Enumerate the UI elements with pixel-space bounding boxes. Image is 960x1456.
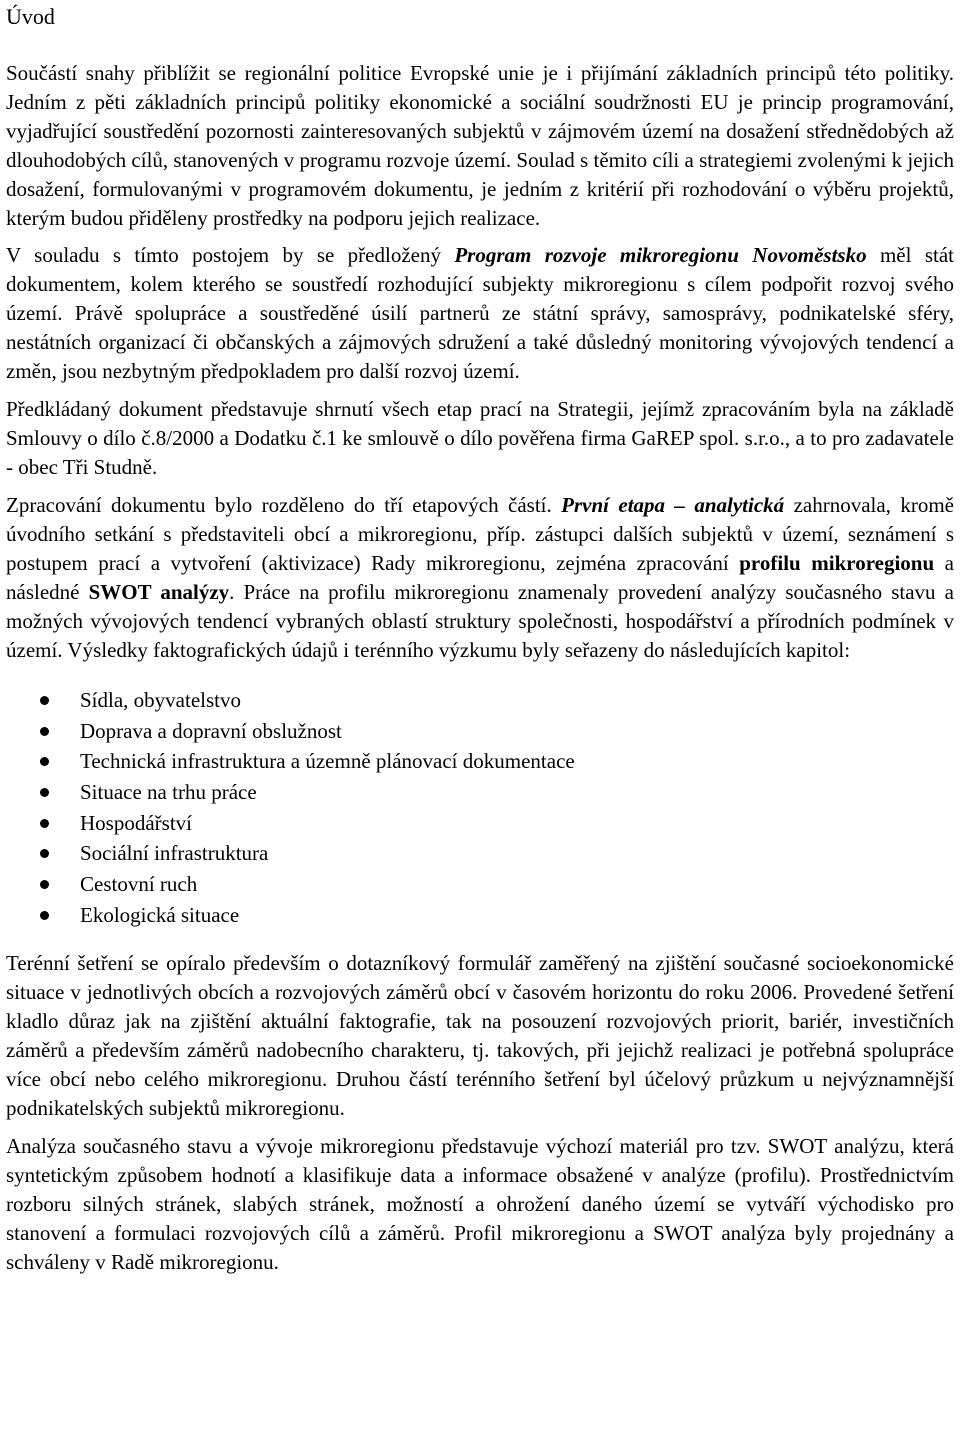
list-item-label: Ekologická situace: [80, 902, 240, 927]
bullet-icon: [40, 788, 49, 797]
stages-text-c: zahrnovala, kromě úvodního setkání s představiteli obcí a mikroregionu, příp. zástupci dalších subjektů v území, seznámení s postupem prací a vytvoření (aktivizace) Rady mikroregionu, zejména zpracování: [6, 493, 954, 575]
list-item-label: Doprava a dopravní obslužnost: [80, 718, 342, 743]
list-item-label: Technická infrastruktura a územně plánovací dokumentace: [80, 749, 575, 774]
bullet-icon: [40, 727, 49, 736]
bullet-icon: [40, 696, 49, 705]
swot-paragraph: Analýza současného stavu a vývoje mikroregionu představuje výchozí materiál pro tzv. SWOT analýzu, která syntetickým způsobem hodnotí a klasifikuje data a informace obsažené v analýze (profilu). Prostřednictvím rozboru silných stránek, slabých stránek, možností a ohrožení daného území se vytváří východisko pro stanovení a formulaci rozvojových cílů a záměrů. Profil mikroregionu a SWOT analýza byly projednány a schváleny v Radě mikroregionu.: [6, 1133, 954, 1274]
list-item: [6, 746, 954, 777]
swot-term: SWOT analýzy: [88, 580, 230, 604]
chapter-list: [6, 685, 954, 931]
intro-paragraph: Součástí snahy přiblížit se regionální politice Evropské unie je i přijímání základních principů této politiky. Jedním z pěti základních principů politiky ekonomické a sociální soudržnosti EU je princip programování, vyjadřující soustředění pozornosti zainteresovaných subjektů v zájmovém území na dosažení střednědobých až dlouhodobých cílů, stanovených v programu rozvoje území. Soulad s těmito cíli a strategiemi zvolenými k jejich dosažení, formulovanými v programovém dokumentu, je jedním z kritérií při rozhodování o výběru projektů, kterým budou přiděleny prostředky na podporu jejich realizace.: [6, 61, 954, 230]
summary-paragraph: Předkládaný dokument představuje shrnutí všech etap prací na Strategii, jejímž zpracováním byla na základě Smlouvy o dílo č.8/2000 a Dodatku č.1 ke smlouvě o dílo pověřena firma GaREP spol. s.r.o., a to pro zadavatele - obec Tři Studně.: [6, 397, 954, 479]
program-paragraph-after: měl stát dokumentem, kolem kterého se soustředí rozhodující subjekty mikroregionu s cílem podpořit rozvoj svého území. Právě spolupráce a soustředěné úsilí partnerů ze státní správy, samosprávy, podnikatelské sféry, nestátních organizací či občanských a zájmových sdružení a také důsledný monitoring vývojových tendencí a změn, jsou nezbytným předpokladem pro další rozvoj území.: [6, 243, 954, 383]
program-title: Program rozvoje mikroregionu Novoměstsko: [454, 243, 867, 267]
list-item-label: Hospodářství: [80, 810, 192, 835]
list-item: [6, 900, 954, 931]
bullet-icon: [40, 849, 49, 858]
bullet-icon: [40, 757, 49, 766]
stages-text-e: a následné: [6, 551, 955, 604]
list-item: [6, 808, 954, 839]
list-item: [6, 838, 954, 869]
list-item-label: Sídla, obyvatelstvo: [80, 688, 241, 712]
field-survey-paragraph: Terénní šetření se opíralo především o dotazníkový formulář zaměřený na zjištění současné socioekonomické situace v jednotlivých obcích a rozvojových záměrů obcí v časovém horizontu do roku 2006. Provedené šetření kladlo důraz jak na zjištění aktuální faktografie, tak na posouzení rozvojových priorit, bariér, investičních záměrů a především záměrů nadobecního charakteru, tj. takových, při jejichž realizaci je potřebná spolupráce více obcí nebo celého mikroregionu. Druhou částí terénního šetření byl účelový průzkum u nejvýznamnější podnikatelských subjektů mikroregionu.: [6, 950, 954, 1120]
list-item: [6, 716, 954, 747]
list-item-label: Situace na trhu práce: [80, 780, 257, 805]
bullet-icon: [40, 819, 49, 828]
list-item-label: Sociální infrastruktura: [80, 841, 269, 866]
list-item: [6, 869, 954, 900]
stages-text-a: Zpracování dokumentu bylo rozděleno do tří etapových částí.: [6, 493, 562, 517]
program-paragraph: [6, 241, 954, 386]
list-item: [6, 777, 954, 808]
bullet-icon: [40, 880, 49, 889]
stages-text-g: . Práce na profilu mikroregionu znamenaly provedení analýzy současného stavu a možných vývojových tendencí vybraných oblastí struktury společnosti, hospodářství a přírodních podmínek v území. Výsledky faktografických údajů i terénního výzkumu byly seřazeny do následujících kapitol:: [6, 580, 954, 662]
page-title: Úvod: [6, 4, 55, 29]
stages-paragraph: [6, 491, 954, 665]
list-item: [6, 685, 954, 716]
profile-term: profilu mikroregionu: [739, 551, 935, 575]
program-paragraph-before: V souladu s tímto postojem by se předložený: [6, 243, 455, 267]
bullet-icon: [40, 911, 49, 920]
first-stage-label: První etapa – analytická: [561, 493, 785, 517]
list-item-label: Cestovní ruch: [80, 872, 198, 897]
